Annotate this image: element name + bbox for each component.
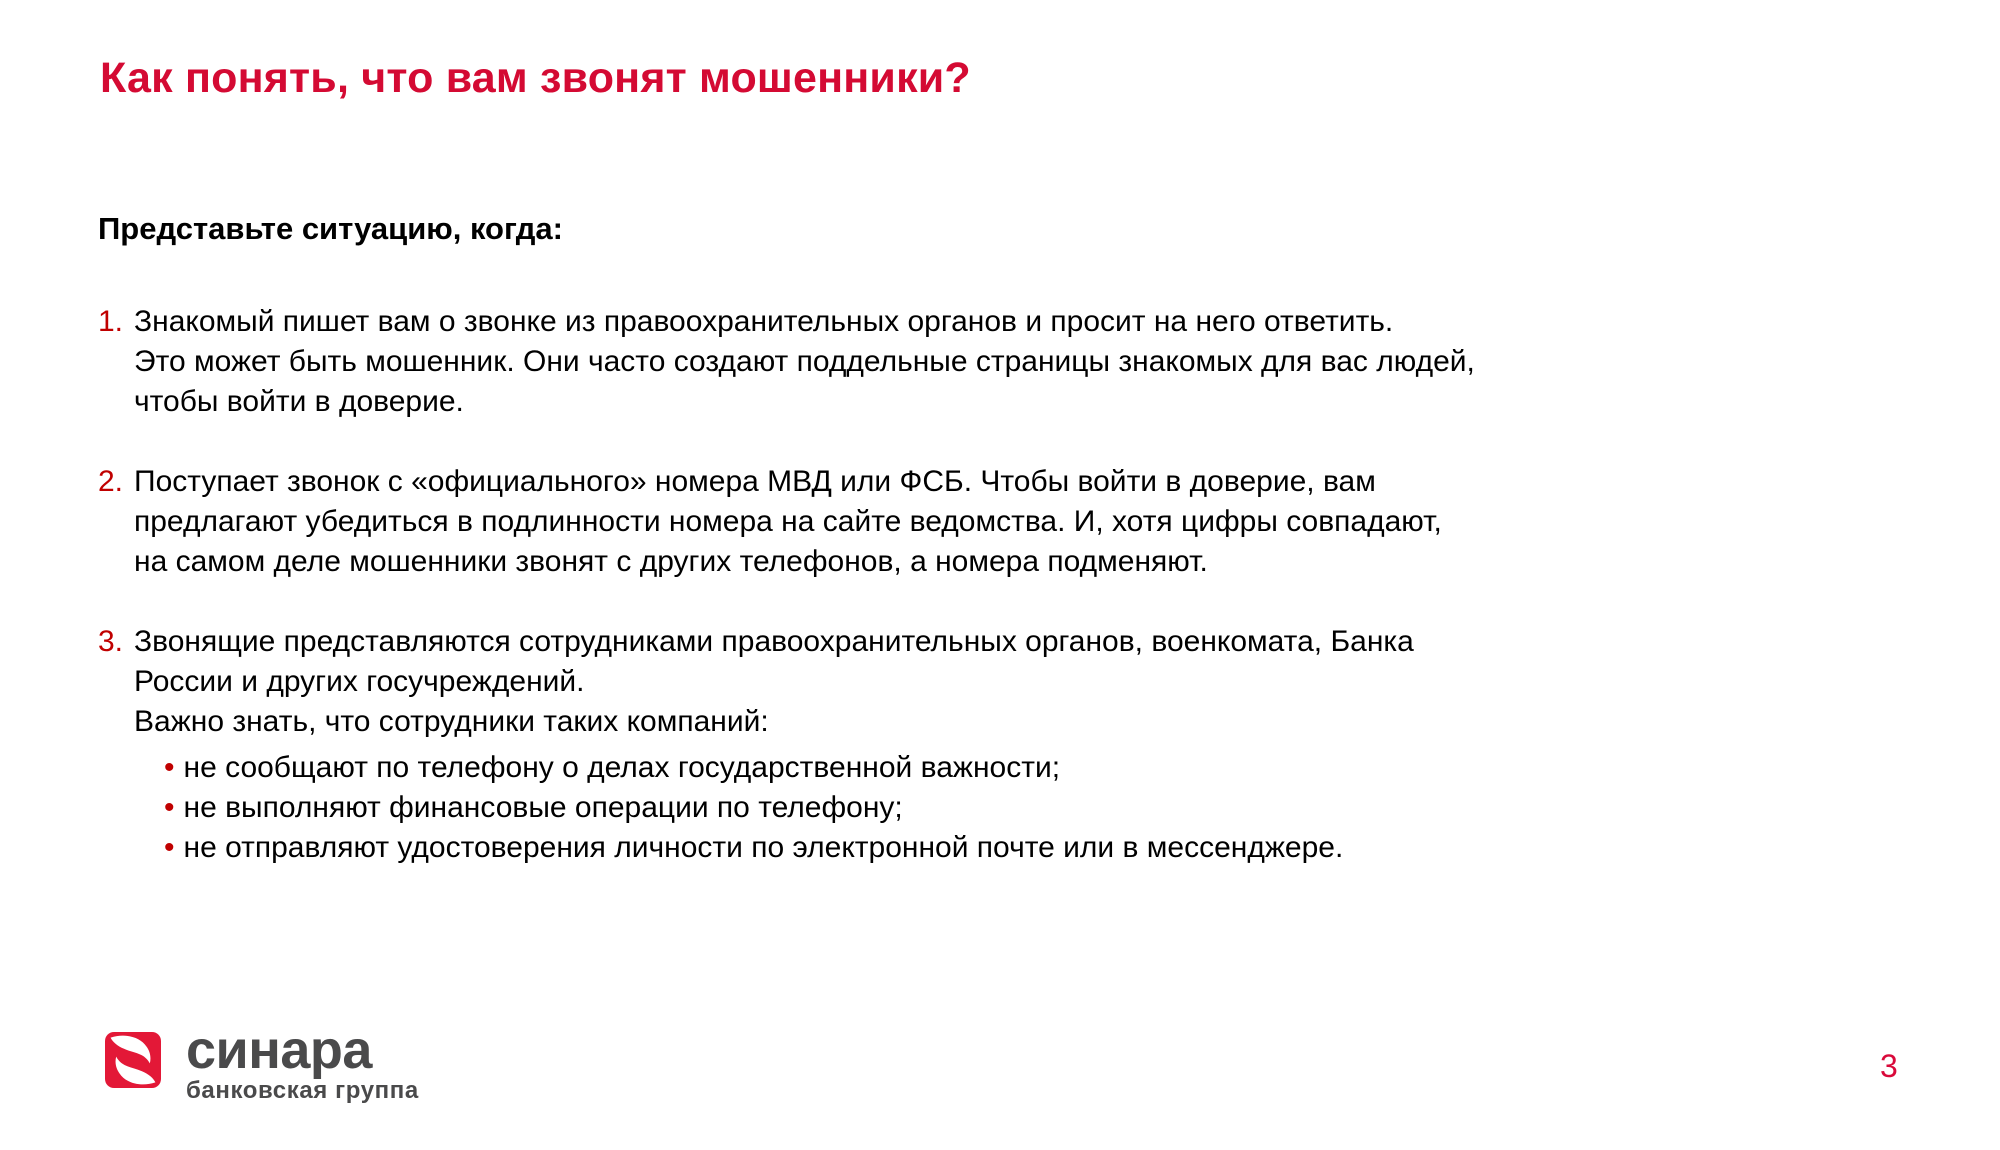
text-line: России и других госучреждений. — [134, 665, 585, 698]
list-item-text — [134, 302, 1475, 422]
logo-text — [186, 1020, 419, 1105]
bullet-list — [134, 748, 1414, 868]
text-line: Знакомый пишет вам о звонке из правоохранительных органов и просит на него ответить. — [134, 305, 1394, 338]
text-line: Важно знать, что сотрудники таких компаний: — [134, 705, 769, 738]
list-item — [98, 462, 1475, 582]
bullet-item — [134, 788, 1414, 828]
bullet-dot: • — [164, 791, 175, 824]
text-line: на самом деле мошенники звонят с других телефонов, а номера подменяют. — [134, 545, 1208, 578]
logo-tagline: банковская группа — [186, 1077, 419, 1104]
bullet-text: не отправляют удостоверения личности по электронной почте или в мессенджере. — [183, 831, 1344, 864]
bullet-dot: • — [164, 751, 175, 784]
bullet-dot: • — [164, 831, 175, 864]
text-line: Звонящие представляются сотрудниками правоохранительных органов, военкомата, Банка — [134, 625, 1414, 658]
logo-name: синара — [186, 1020, 372, 1080]
list-item — [98, 622, 1475, 868]
bullet-text: не выполняют финансовые операции по телефону; — [183, 791, 903, 824]
sinara-logo — [105, 1020, 419, 1105]
bullet-text: не сообщают по телефону о делах государственной важности; — [183, 751, 1061, 784]
list-item — [98, 302, 1475, 422]
numbered-list — [98, 302, 1475, 908]
page-number: 3 — [1880, 1048, 1898, 1084]
text-line: Поступает звонок с «официального» номера МВД или ФСБ. Чтобы войти в доверие, вам — [134, 465, 1376, 498]
list-item-number: 1. — [98, 305, 124, 338]
bullet-item — [134, 748, 1414, 788]
page-title: Как понять, что вам звонят мошенники? — [100, 54, 971, 102]
list-item-text — [134, 622, 1414, 868]
list-item-number: 2. — [98, 465, 124, 498]
bullet-item — [134, 828, 1414, 868]
text-line: Это может быть мошенник. Они часто создают поддельные страницы знакомых для вас людей, — [134, 345, 1475, 378]
intro-heading: Представьте ситуацию, когда: — [98, 211, 563, 246]
sinara-pinwheel-icon — [105, 1032, 161, 1093]
list-item-number: 3. — [98, 625, 124, 658]
text-line: предлагают убедиться в подлинности номера на сайте ведомства. И, хотя цифры совпадают, — [134, 505, 1442, 538]
list-item-text — [134, 462, 1442, 582]
text-line: чтобы войти в доверие. — [134, 385, 464, 418]
